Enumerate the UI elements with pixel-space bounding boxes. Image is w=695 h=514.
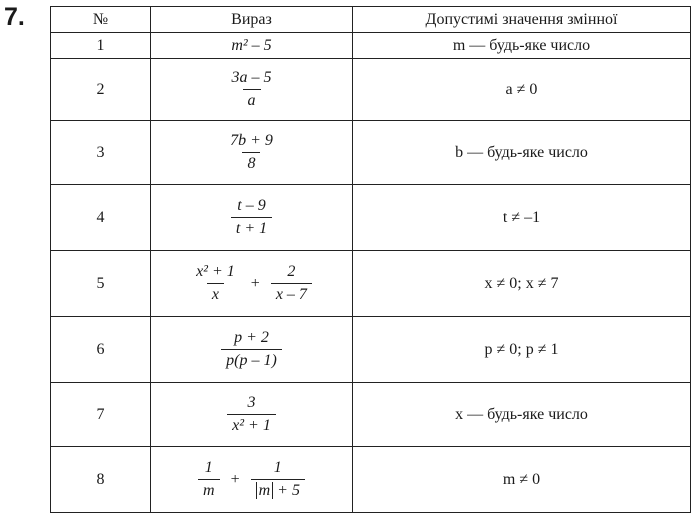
denominator: a [243, 89, 261, 112]
table-row [51, 447, 691, 513]
row-number: 3 [51, 121, 151, 185]
numerator: t – 9 [237, 197, 266, 214]
fraction [227, 67, 277, 112]
row-number: 4 [51, 185, 151, 251]
table-row [51, 185, 691, 251]
numerator: 1 [204, 459, 213, 476]
condition-cell: p ≠ 0; p ≠ 1 [353, 317, 691, 383]
plus-operator: + [250, 274, 260, 292]
numerator: 7b + 9 [230, 132, 273, 149]
numerator: x² + 1 [196, 263, 235, 280]
condition-cell: m ≠ 0 [353, 447, 691, 513]
denominator: p(p – 1) [221, 349, 282, 372]
row-number: 2 [51, 59, 151, 121]
task-number: 7. [4, 3, 25, 31]
expression-cell [151, 317, 353, 383]
expression-cell [151, 251, 353, 317]
condition-cell: t ≠ –1 [353, 185, 691, 251]
denominator: x² + 1 [227, 414, 276, 437]
fraction [221, 327, 282, 372]
table-row [51, 59, 691, 121]
denominator: 8 [242, 152, 260, 175]
fraction [251, 457, 305, 502]
denominator: m [198, 479, 220, 502]
condition-cell: x — будь-яке число [353, 383, 691, 447]
denominator-rest: + 5 [277, 482, 300, 499]
denominator: x [207, 283, 224, 306]
numerator: 3a – 5 [231, 69, 272, 86]
numerator: p + 2 [234, 329, 269, 346]
header-allowed-values: Допустимі значення змінної [353, 7, 691, 33]
header-expression: Вираз [151, 7, 353, 33]
denominator [251, 479, 305, 502]
row-number: 6 [51, 317, 151, 383]
expression-cell [151, 121, 353, 185]
answers-table [50, 6, 691, 513]
numerator: 3 [247, 394, 256, 411]
expression-cell [151, 59, 353, 121]
expression-cell [151, 447, 353, 513]
denominator: t + 1 [231, 217, 272, 240]
condition-cell: a ≠ 0 [353, 59, 691, 121]
numerator: 1 [273, 459, 282, 476]
absolute-value: m [256, 482, 274, 499]
numerator: 2 [287, 263, 296, 280]
fraction [225, 130, 278, 175]
fraction [271, 261, 312, 306]
expression-text: m² – 5 [231, 36, 272, 54]
table-row [51, 121, 691, 185]
header-number: № [51, 7, 151, 33]
expression-cell [151, 33, 353, 59]
row-number: 5 [51, 251, 151, 317]
table-row [51, 317, 691, 383]
expression-cell [151, 185, 353, 251]
denominator: x – 7 [271, 283, 312, 306]
table-row [51, 383, 691, 447]
row-number: 1 [51, 33, 151, 59]
fraction [231, 195, 272, 240]
fraction [198, 457, 220, 502]
condition-cell: m — будь-яке число [353, 33, 691, 59]
header-row [51, 7, 691, 33]
fraction [191, 261, 240, 306]
plus-operator: + [230, 470, 240, 488]
row-number: 7 [51, 383, 151, 447]
table-row [51, 251, 691, 317]
row-number: 8 [51, 447, 151, 513]
condition-cell: x ≠ 0; x ≠ 7 [353, 251, 691, 317]
condition-cell: b — будь-яке число [353, 121, 691, 185]
expression-cell [151, 383, 353, 447]
fraction [227, 392, 276, 437]
table-row [51, 33, 691, 59]
